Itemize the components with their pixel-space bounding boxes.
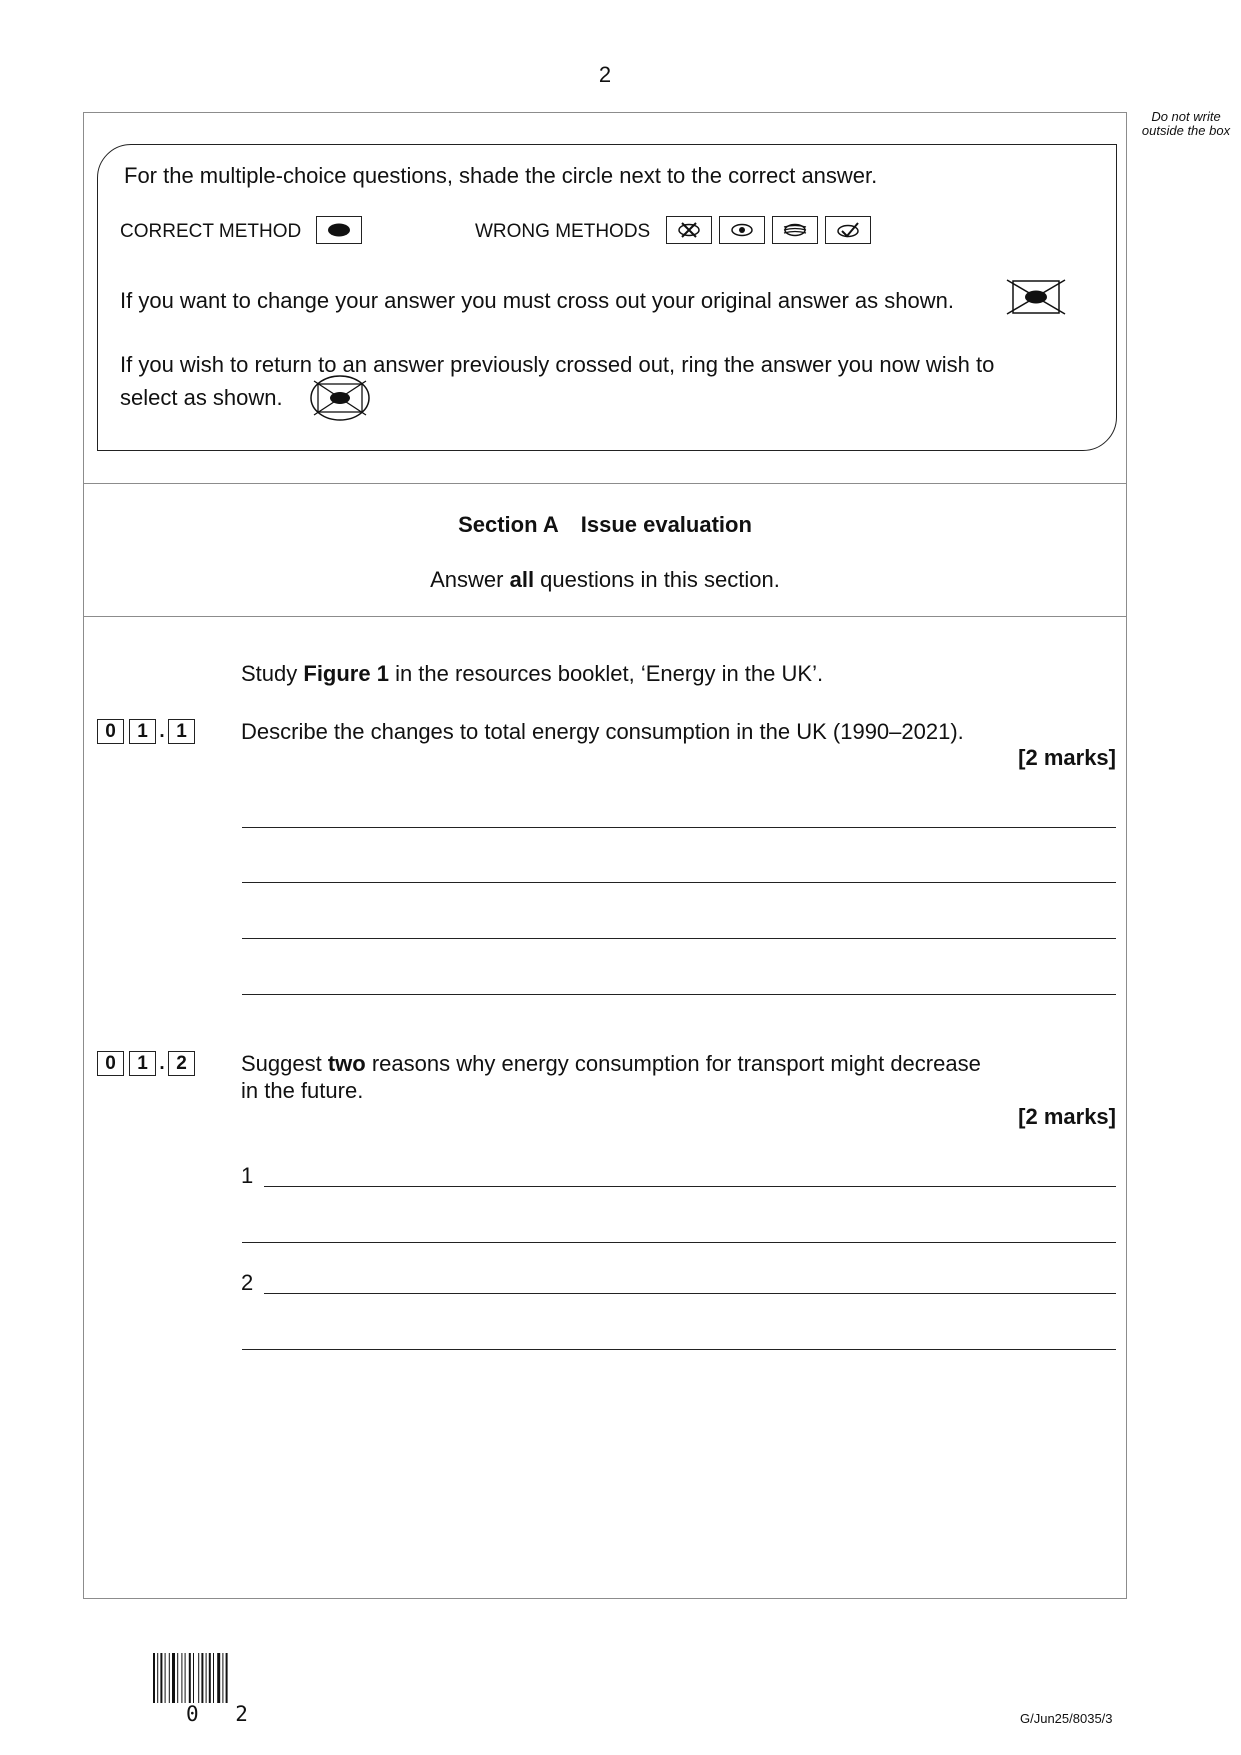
answer-line[interactable] [242,1242,1116,1243]
answer-line[interactable] [242,994,1116,995]
study-prompt-pre: Study [241,661,304,686]
barcode-bar [153,1653,155,1703]
barcode-bar [206,1653,207,1703]
question-text [241,1050,981,1077]
divider [83,616,1127,617]
wrong-method-dot-icon [719,216,765,244]
wrong-method-cross-icon [666,216,712,244]
barcode-bar [209,1653,211,1703]
barcode-bar [198,1653,199,1703]
question-digit: 0 [97,1051,124,1076]
marks-label: [2 marks] [1018,745,1116,770]
study-prompt [241,660,823,687]
barcode-bar [157,1653,158,1703]
barcode-bar [193,1653,194,1703]
question-text-bold: two [327,1051,366,1076]
barcode-bar [189,1653,191,1703]
barcode [153,1653,265,1708]
barcode-bar [177,1653,178,1703]
barcode-bar [181,1653,182,1703]
barcode-bar [172,1653,175,1703]
question-digit: 1 [129,1051,156,1076]
question-text-line2: in the future. [241,1078,364,1103]
return-answer-text: If you wish to return to an answer previously crossed out, ring the answer you now wish to [120,352,995,377]
correct-method-label: CORRECT METHOD [120,221,302,242]
return-answer-text-line2: select as shown. [120,385,283,410]
answer-line[interactable] [264,1186,1116,1187]
section-heading [83,512,1127,538]
divider [83,483,1127,484]
section-instruction [83,567,1127,593]
question-digit: 1 [168,719,195,744]
answer-number-label: 2 [241,1270,254,1295]
barcode-digits: 0 2 [186,1702,260,1726]
answer-line[interactable] [242,938,1116,939]
section-label: Section A [458,512,559,537]
barcode-bar [217,1653,220,1703]
margin-note: Do not write outside the box [1141,109,1231,138]
barcode-bar [222,1653,223,1703]
question-dot: . [159,721,165,742]
instructions-text: For the multiple-choice questions, shade the circle next to the correct answer. [124,163,878,188]
crossed-out-answer-icon [1006,278,1066,321]
section-instruction-bold: all [509,567,535,592]
section-title: Issue evaluation [580,512,752,537]
page-number: 2 [598,62,612,87]
answer-line[interactable] [242,882,1116,883]
question-digit: 0 [97,719,124,744]
question-dot: . [159,1053,165,1074]
question-text-post: reasons why energy consumption for transport might decrease [365,1051,981,1076]
barcode-bar [165,1653,166,1703]
section-instruction-pre: Answer [430,567,510,592]
correct-method-example-icon [316,216,362,244]
question-digit: 2 [168,1051,195,1076]
change-answer-text: If you want to change your answer you must cross out your original answer as shown. [120,288,954,313]
answer-line[interactable] [242,1349,1116,1350]
barcode-bar [185,1653,186,1703]
question-digit: 1 [129,719,156,744]
answer-line[interactable] [242,827,1116,828]
wrong-method-scribble-icon [772,216,818,244]
wrong-methods-label: WRONG METHODS [475,221,651,242]
question-number-01-1 [97,719,195,744]
section-instruction-post: questions in this section. [534,567,780,592]
question-number-01-2 [97,1051,195,1076]
barcode-bar [160,1653,162,1703]
ringed-answer-icon [308,373,372,428]
answer-line[interactable] [264,1293,1116,1294]
barcode-bar [213,1653,214,1703]
footer-code: G/Jun25/8035/3 [1020,1711,1113,1726]
barcode-bar [169,1653,170,1703]
marks-label: [2 marks] [1018,1104,1116,1129]
barcode-bar [226,1653,228,1703]
study-prompt-post: in the resources booklet, ‘Energy in the UK’. [388,661,824,686]
question-text: Describe the changes to total energy consumption in the UK (1990–2021). [241,719,964,744]
answer-number-label: 1 [241,1163,254,1188]
question-text-pre: Suggest [241,1051,328,1076]
barcode-bar [201,1653,203,1703]
study-prompt-bold: Figure 1 [303,661,389,686]
wrong-method-tick-icon [825,216,871,244]
